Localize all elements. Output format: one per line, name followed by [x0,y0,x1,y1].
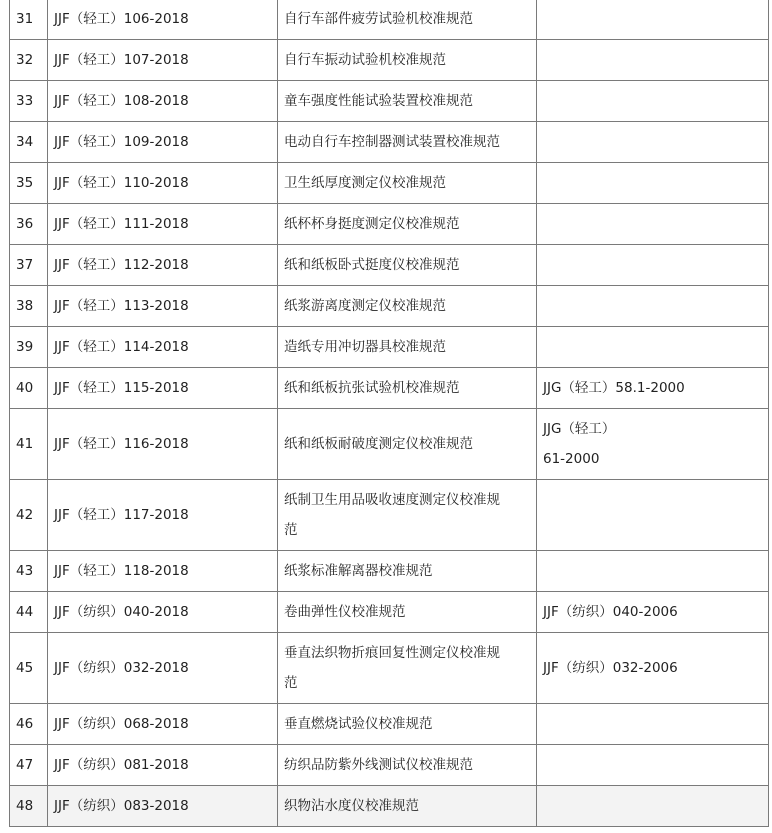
row-number: 43 [10,551,48,592]
table-row [10,704,769,745]
replaced-standard [537,245,769,286]
replaced-standard [537,409,769,480]
standard-code: JJF（轻工）114-2018 [48,327,278,368]
standard-code: JJF（轻工）109-2018 [48,122,278,163]
standard-name: 卷曲弹性仪校准规范 [278,592,537,633]
replaced-standard-line: 61-2000 [543,451,600,467]
replaced-standard [537,745,769,786]
row-number: 38 [10,286,48,327]
standard-name: 自行车振动试验机校准规范 [278,40,537,81]
standard-code: JJF（纺织）032-2018 [48,633,278,704]
replaced-standard [537,0,769,40]
replaced-standard [537,327,769,368]
row-number: 36 [10,204,48,245]
table-row [10,592,769,633]
table-row [10,551,769,592]
row-number: 47 [10,745,48,786]
standard-name-line: 范 [284,675,298,691]
row-number: 44 [10,592,48,633]
table-row [10,633,769,704]
row-number: 45 [10,633,48,704]
standard-name-line: 垂直法织物折痕回复性测定仪校准规 [284,645,500,661]
standard-code: JJF（轻工）106-2018 [48,0,278,40]
standard-code: JJF（轻工）113-2018 [48,286,278,327]
row-number: 31 [10,0,48,40]
row-number: 39 [10,327,48,368]
standard-name [278,480,537,551]
table-row [10,480,769,551]
standard-name: 纸浆游离度测定仪校准规范 [278,286,537,327]
standard-name: 纸和纸板耐破度测定仪校准规范 [278,409,537,480]
standard-name: 纸和纸板抗张试验机校准规范 [278,368,537,409]
table-row [10,40,769,81]
replaced-standard: JJF（纺织）032-2006 [537,633,769,704]
row-number: 41 [10,409,48,480]
standard-name: 纸和纸板卧式挺度仪校准规范 [278,245,537,286]
table-row [10,409,769,480]
standard-name: 纸杯杯身挺度测定仪校准规范 [278,204,537,245]
replaced-standard [537,786,769,827]
replaced-standard-line: JJG（轻工） [543,421,616,437]
replaced-standard [537,204,769,245]
standard-name-line: 范 [284,522,298,538]
standards-table [9,0,769,827]
row-number: 42 [10,480,48,551]
table-row [10,0,769,40]
replaced-standard [537,40,769,81]
table-row [10,245,769,286]
standard-code: JJF（纺织）083-2018 [48,786,278,827]
row-number: 37 [10,245,48,286]
standard-code: JJF（轻工）108-2018 [48,81,278,122]
table-row [10,327,769,368]
table-row [10,163,769,204]
replaced-standard [537,163,769,204]
table-row [10,81,769,122]
standard-code: JJF（轻工）116-2018 [48,409,278,480]
standard-code: JJF（轻工）115-2018 [48,368,278,409]
replaced-standard: JJG（轻工）58.1-2000 [537,368,769,409]
standard-name: 电动自行车控制器测试装置校准规范 [278,122,537,163]
standard-name: 织物沾水度仪校准规范 [278,786,537,827]
standard-code: JJF（轻工）112-2018 [48,245,278,286]
standard-code: JJF（轻工）111-2018 [48,204,278,245]
table-row [10,122,769,163]
row-number: 33 [10,81,48,122]
table-row [10,786,769,827]
standard-name: 童车强度性能试验装置校准规范 [278,81,537,122]
row-number: 35 [10,163,48,204]
standard-name [278,633,537,704]
standard-code: JJF（轻工）118-2018 [48,551,278,592]
replaced-standard [537,704,769,745]
replaced-standard [537,81,769,122]
row-number: 46 [10,704,48,745]
replaced-standard: JJF（纺织）040-2006 [537,592,769,633]
replaced-standard [537,122,769,163]
standard-name: 自行车部件疲劳试验机校准规范 [278,0,537,40]
row-number: 40 [10,368,48,409]
standard-name: 造纸专用冲切器具校准规范 [278,327,537,368]
replaced-standard [537,286,769,327]
standard-name: 卫生纸厚度测定仪校准规范 [278,163,537,204]
standard-code: JJF（轻工）107-2018 [48,40,278,81]
row-number: 34 [10,122,48,163]
standard-code: JJF（纺织）068-2018 [48,704,278,745]
standard-name-line: 纸制卫生用品吸收速度测定仪校准规 [284,492,500,508]
standard-code: JJF（轻工）117-2018 [48,480,278,551]
row-number: 48 [10,786,48,827]
replaced-standard [537,551,769,592]
row-number: 32 [10,40,48,81]
standard-code: JJF（轻工）110-2018 [48,163,278,204]
table-row [10,286,769,327]
standard-name: 垂直燃烧试验仪校准规范 [278,704,537,745]
standard-code: JJF（纺织）040-2018 [48,592,278,633]
standard-name: 纺织品防紫外线测试仪校准规范 [278,745,537,786]
replaced-standard [537,480,769,551]
standard-code: JJF（纺织）081-2018 [48,745,278,786]
standard-name: 纸浆标准解离器校准规范 [278,551,537,592]
table-row [10,204,769,245]
table-row [10,368,769,409]
table-row [10,745,769,786]
